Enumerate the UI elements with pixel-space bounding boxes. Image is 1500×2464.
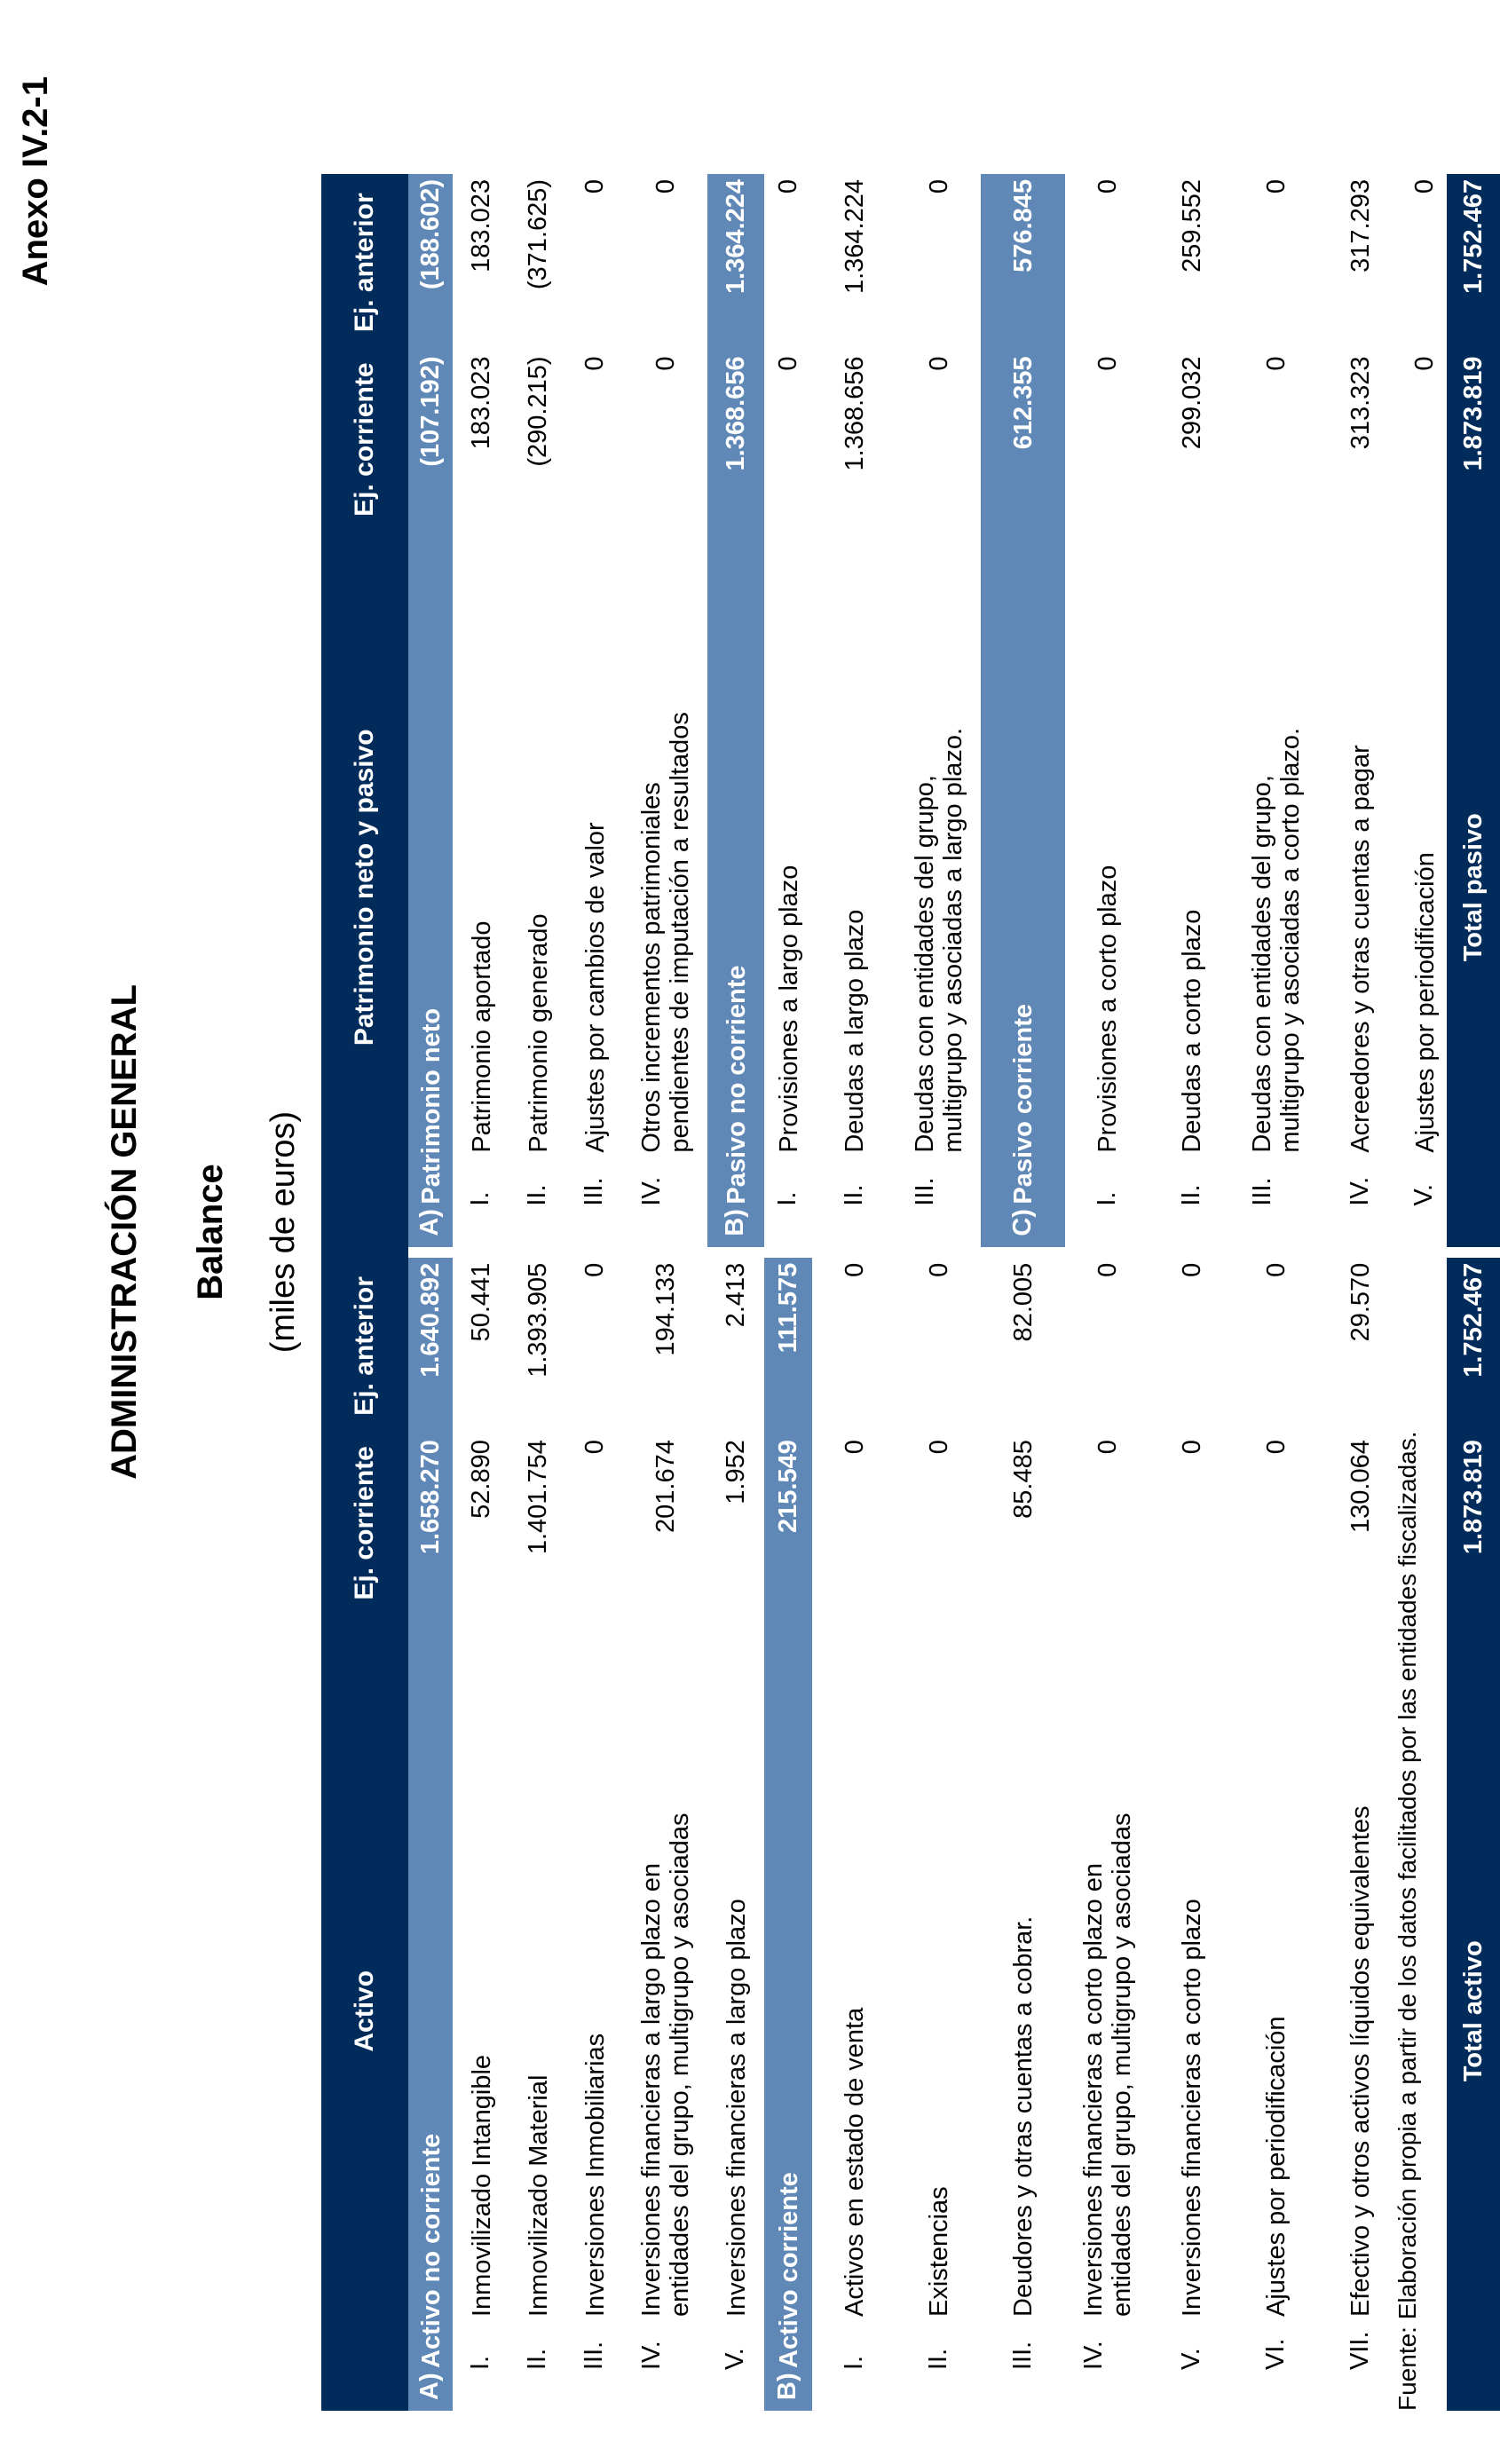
- left-previous-value: 29.570: [1346, 1262, 1375, 1342]
- column-gap: [896, 1247, 981, 1258]
- header-gap: [321, 1247, 408, 1258]
- roman-numeral: III.: [580, 2341, 609, 2370]
- roman-numeral: IV.: [636, 2341, 666, 2370]
- right-label-cell: [812, 528, 896, 1247]
- column-gap: [1065, 1247, 1149, 1258]
- table-row: [896, 174, 981, 2411]
- roman-numeral: V.: [1176, 2348, 1205, 2370]
- item-label: Patrimonio aportado: [467, 920, 496, 1153]
- table-row: [453, 174, 509, 2411]
- right-current-value: 1.368.656: [840, 356, 869, 471]
- right-previous-value: 1.364.224: [840, 179, 869, 295]
- right-previous-value: 317.293: [1346, 179, 1375, 272]
- left-current-value: 0: [1261, 1440, 1291, 1455]
- item-label: Inmovilizado Intangible: [467, 2054, 496, 2317]
- right-current-value: 612.355: [981, 351, 1065, 527]
- right-current-value: 0: [580, 356, 609, 371]
- page-title: ADMINISTRACIÓN GENERAL: [105, 984, 144, 1480]
- item-label: Inversiones Inmobiliarias: [580, 2033, 610, 2317]
- right-current-value: (107.192): [408, 351, 453, 527]
- total-pasivo-label: Total pasivo: [1447, 528, 1500, 1247]
- left-label-cell: [566, 1612, 623, 2411]
- total-activo-current: 1.873.819: [1447, 1434, 1500, 1611]
- roman-numeral: VI.: [1260, 2338, 1290, 2370]
- section-label: Activo corriente: [774, 2172, 803, 2368]
- right-label-cell: [764, 528, 812, 1247]
- left-label-cell: [764, 1612, 812, 2411]
- right-previous-value: 0: [774, 179, 802, 194]
- right-label-cell: [1149, 528, 1234, 1247]
- left-label-cell: [1065, 1612, 1149, 2411]
- right-previous-value: (371.625): [524, 179, 552, 290]
- total-pasivo-current: 1.873.819: [1447, 351, 1500, 527]
- table-row: [707, 174, 764, 2411]
- roman-numeral: III.: [910, 1177, 939, 1206]
- left-previous-value: 1.640.892: [408, 1258, 453, 1434]
- section-label: Patrimonio neto: [416, 1007, 446, 1204]
- roman-numeral: III.: [580, 1177, 609, 1206]
- column-gap: [1149, 1247, 1234, 1258]
- item-label: Inversiones financieras a largo plazo: [722, 1899, 751, 2317]
- item-label: Existencias: [925, 2186, 954, 2317]
- left-previous-value: [1402, 1258, 1447, 1434]
- right-previous-value: 0: [1261, 179, 1291, 194]
- left-label-cell: [453, 1612, 509, 2411]
- left-current-value: 1.658.270: [408, 1434, 453, 1611]
- roman-numeral: I.: [1092, 1191, 1121, 1206]
- item-label: Efectivo y otros activos líquidos equivalentes: [1346, 1805, 1376, 2317]
- left-current-value: 85.485: [1008, 1440, 1038, 1519]
- left-current-value: 0: [580, 1440, 609, 1455]
- balance-table: [321, 174, 1500, 2411]
- left-current-value: 201.674: [651, 1440, 680, 1533]
- column-gap: [1234, 1247, 1318, 1258]
- right-label-cell: [623, 528, 707, 1247]
- item-label: [1079, 1813, 1136, 2317]
- right-label-cell: [453, 528, 509, 1247]
- table-row: [764, 174, 812, 2411]
- section-letter: A): [415, 1209, 445, 1236]
- right-current-value: 1.368.656: [707, 351, 764, 527]
- right-current-value: 183.023: [467, 356, 495, 450]
- annex-label: Anexo IV.2-1: [16, 76, 55, 287]
- table-row: [509, 174, 566, 2411]
- section-letter: A): [415, 2373, 445, 2400]
- right-previous-value: 0: [1093, 179, 1122, 194]
- left-previous-value: 2.413: [722, 1262, 750, 1328]
- item-label: [1248, 728, 1305, 1153]
- item-label-line1: Deudas con entidades del grupo,: [910, 775, 939, 1153]
- column-gap: [981, 1247, 1065, 1258]
- left-label-cell: [1318, 1612, 1402, 2411]
- roman-numeral: IV.: [1345, 1176, 1374, 1206]
- column-gap: [1318, 1247, 1402, 1258]
- total-activo-previous: 1.752.467: [1447, 1258, 1500, 1434]
- section-label: Pasivo no corriente: [722, 965, 751, 1204]
- item-label: [637, 1813, 694, 2317]
- right-label-cell: [566, 528, 623, 1247]
- section-letter: C): [1007, 1209, 1037, 1236]
- right-label-cell: [509, 528, 566, 1247]
- left-previous-value: 0: [840, 1262, 869, 1277]
- left-current-value: 0: [924, 1440, 953, 1455]
- left-previous-value: 194.133: [651, 1262, 680, 1356]
- left-current-value: 1.952: [722, 1440, 750, 1504]
- item-label-line1: Otros incrementos patrimoniales: [636, 782, 666, 1153]
- item-label-line1: Inversiones financieras a largo plazo en: [636, 1862, 666, 2317]
- right-previous-value: 1.364.224: [707, 174, 764, 351]
- table-row: [1065, 174, 1149, 2411]
- right-current-value: 0: [1410, 356, 1439, 371]
- column-gap: [566, 1247, 623, 1258]
- left-current-value: 130.064: [1346, 1440, 1375, 1533]
- table-row: [408, 174, 453, 2411]
- left-previous-value: 82.005: [1008, 1262, 1038, 1342]
- left-label-cell: [981, 1612, 1065, 2411]
- item-label-line1: Deudas con entidades del grupo,: [1247, 775, 1276, 1153]
- column-gap: [812, 1247, 896, 1258]
- units-note: (miles de euros): [264, 1110, 302, 1354]
- right-previous-value: 0: [1410, 179, 1439, 194]
- item-label: Inversiones financieras a corto plazo: [1178, 1899, 1207, 2317]
- right-previous-value: (188.602): [408, 174, 453, 351]
- header-activo: Activo: [321, 1612, 408, 2411]
- left-previous-value: 0: [924, 1262, 953, 1277]
- column-gap: [764, 1247, 812, 1258]
- left-label-cell: [896, 1612, 981, 2411]
- roman-numeral: I.: [839, 2355, 868, 2370]
- roman-numeral: I.: [466, 1191, 495, 1206]
- table-header: [321, 174, 408, 2411]
- item-label: Inmovilizado Material: [524, 2074, 553, 2317]
- right-current-value: 0: [924, 356, 953, 371]
- header-current-right: Ej. corriente: [321, 351, 408, 527]
- right-label-cell: [1318, 528, 1402, 1247]
- right-previous-value: 0: [580, 179, 609, 194]
- page-subtitle: Balance: [191, 1164, 230, 1300]
- right-previous-value: 576.845: [981, 174, 1065, 351]
- item-label: Ajustes por cambios de valor: [580, 822, 610, 1153]
- roman-numeral: V.: [721, 2348, 750, 2370]
- left-current-value: 215.549: [764, 1434, 812, 1611]
- roman-numeral: II.: [839, 1184, 868, 1206]
- left-current-value: 0: [1093, 1440, 1122, 1455]
- roman-numeral: V.: [1409, 1183, 1439, 1206]
- roman-numeral: VII.: [1345, 2331, 1374, 2370]
- left-label-cell: [707, 1612, 764, 2411]
- right-previous-value: 0: [924, 179, 953, 194]
- item-label-line2: pendientes de imputación a resultados: [665, 712, 694, 1153]
- column-gap: [1447, 1247, 1500, 1258]
- source-note: Fuente: Elaboración propia a partir de los datos facilitados por las entidades fiscalizadas.: [1393, 1431, 1421, 2411]
- section-label: Activo no corriente: [416, 2133, 446, 2368]
- right-label-cell: [1234, 528, 1318, 1247]
- right-current-value: (290.215): [524, 356, 552, 467]
- column-gap: [623, 1247, 707, 1258]
- roman-numeral: II.: [523, 1184, 552, 1206]
- left-current-value: 1.401.754: [524, 1440, 552, 1555]
- item-label: [637, 712, 694, 1153]
- section-letter: B): [773, 2373, 802, 2400]
- item-label: Acreedores y otras cuentas a pagar: [1346, 745, 1376, 1153]
- roman-numeral: I.: [773, 1191, 802, 1206]
- table-row: [812, 174, 896, 2411]
- header-previous-left: Ej. anterior: [321, 1258, 408, 1434]
- right-current-value: 299.032: [1177, 356, 1206, 450]
- column-gap: [408, 1247, 453, 1258]
- item-label-line1: Inversiones financieras a corto plazo en: [1078, 1862, 1108, 2317]
- roman-numeral: III.: [1247, 1177, 1276, 1206]
- table-row: [1318, 174, 1402, 2411]
- right-label-cell: [981, 528, 1065, 1247]
- left-label-cell: [623, 1612, 707, 2411]
- item-label-line2: multigrupo y asociadas a largo plazo.: [938, 727, 967, 1153]
- table-row: [623, 174, 707, 2411]
- roman-numeral: III.: [1007, 2341, 1037, 2370]
- right-current-value: 0: [1093, 356, 1122, 371]
- right-label-cell: [1402, 528, 1447, 1247]
- item-label-line2: entidades del grupo, multigrupo y asociadas: [665, 1812, 694, 2317]
- table-row: [1234, 174, 1318, 2411]
- roman-numeral: II.: [1176, 1184, 1205, 1206]
- left-previous-value: 0: [1177, 1262, 1206, 1277]
- right-current-value: 313.323: [1346, 356, 1375, 450]
- roman-numeral: II.: [523, 2348, 552, 2370]
- column-gap: [509, 1247, 566, 1258]
- header-current-left: Ej. corriente: [321, 1434, 408, 1611]
- item-label: Activos en estado de venta: [841, 2007, 870, 2317]
- item-label: Deudas a largo plazo: [841, 909, 870, 1153]
- right-previous-value: 259.552: [1177, 179, 1206, 272]
- header-patrimonio: Patrimonio neto y pasivo: [321, 528, 408, 1247]
- right-label-cell: [408, 528, 453, 1247]
- roman-numeral: I.: [466, 2355, 495, 2370]
- right-current-value: 0: [651, 356, 680, 371]
- column-gap: [453, 1247, 509, 1258]
- item-label: Patrimonio generado: [524, 913, 553, 1153]
- header-previous-right: Ej. anterior: [321, 174, 408, 351]
- left-label-cell: [812, 1612, 896, 2411]
- item-label: Provisiones a largo plazo: [774, 865, 803, 1153]
- section-label: Pasivo corriente: [1009, 1004, 1038, 1204]
- left-previous-value: 50.441: [467, 1262, 495, 1342]
- table-row: [566, 174, 623, 2411]
- item-label: Ajustes por periodificación: [1262, 2016, 1291, 2317]
- roman-numeral: IV.: [636, 1176, 666, 1206]
- left-label-cell: [509, 1612, 566, 2411]
- left-previous-value: 0: [580, 1262, 609, 1277]
- table-row: [981, 174, 1065, 2411]
- total-activo-label: Total activo: [1447, 1612, 1500, 2411]
- roman-numeral: IV.: [1078, 2341, 1108, 2370]
- left-current-value: 52.890: [467, 1440, 495, 1519]
- right-previous-value: 183.023: [467, 179, 495, 272]
- roman-numeral: II.: [923, 2348, 952, 2370]
- left-current-value: 0: [840, 1440, 869, 1455]
- item-label: [911, 728, 967, 1153]
- right-previous-value: 0: [651, 179, 680, 194]
- item-label: Ajustes por periodificación: [1410, 852, 1440, 1153]
- column-gap: [707, 1247, 764, 1258]
- table-row: [1149, 174, 1234, 2411]
- item-label-line2: multigrupo y asociadas a corto plazo.: [1275, 727, 1305, 1153]
- right-label-cell: [707, 528, 764, 1247]
- left-previous-value: 1.393.905: [524, 1262, 552, 1378]
- right-label-cell: [896, 528, 981, 1247]
- item-label-line2: entidades del grupo, multigrupo y asociadas: [1107, 1812, 1136, 2317]
- left-previous-value: 0: [1261, 1262, 1291, 1277]
- item-label: Deudas a corto plazo: [1178, 909, 1207, 1153]
- right-label-cell: [1065, 528, 1149, 1247]
- right-current-value: 0: [774, 356, 802, 371]
- left-label-cell: [1149, 1612, 1234, 2411]
- column-gap: [1402, 1247, 1447, 1258]
- left-previous-value: 111.575: [764, 1258, 812, 1434]
- section-letter: B): [721, 1209, 750, 1236]
- right-current-value: 0: [1261, 356, 1291, 371]
- left-label-cell: [1234, 1612, 1318, 2411]
- left-label-cell: [408, 1612, 453, 2411]
- item-label: Provisiones a corto plazo: [1093, 865, 1123, 1153]
- left-current-value: 0: [1177, 1440, 1206, 1455]
- totals-row: [1447, 174, 1500, 2411]
- left-previous-value: 0: [1093, 1262, 1122, 1277]
- total-pasivo-previous: 1.752.467: [1447, 174, 1500, 351]
- item-label: Deudores y otras cuentas a cobrar.: [1009, 1915, 1038, 2317]
